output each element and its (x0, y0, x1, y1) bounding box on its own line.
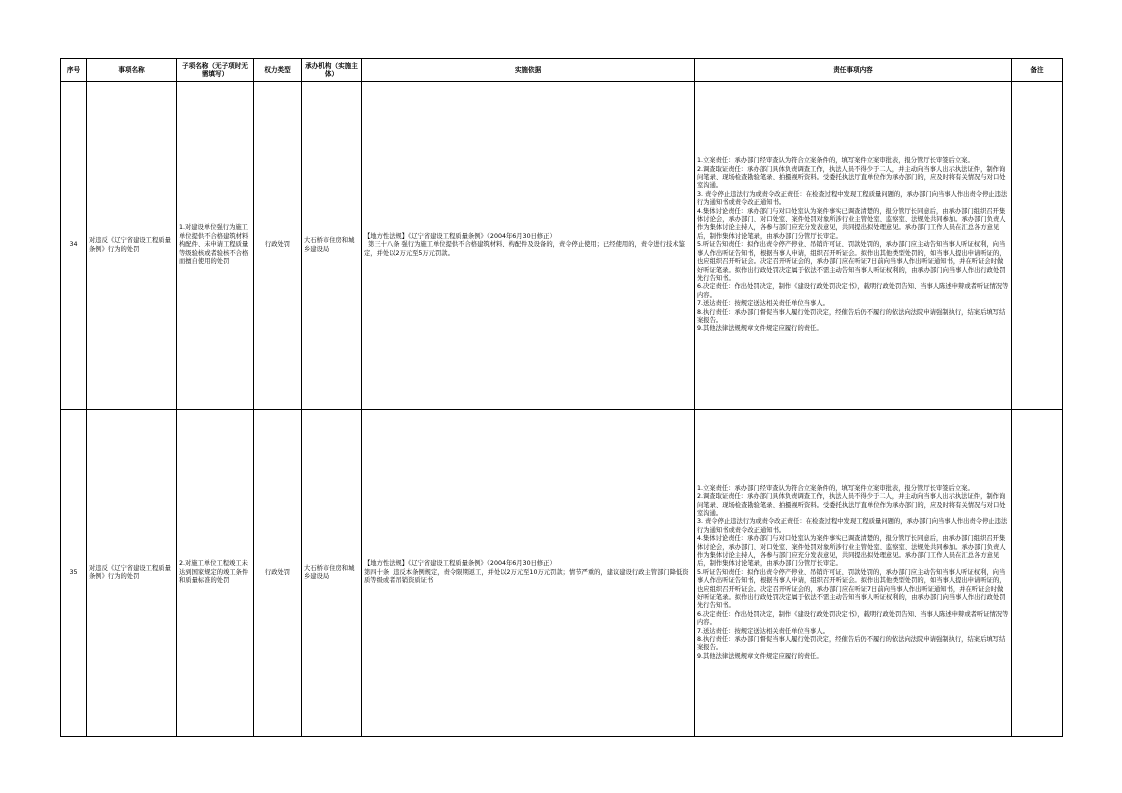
row-sub-item: 1.对建设单位强行为施工单位提供不合格建筑材料构配件、未申请工程质量等级验核或者验核不合格而擅自使用的处罚 (177, 82, 254, 410)
row-responsibility (695, 82, 1012, 410)
row-sub-item: 2.对施工单位工程竣工未达到国家规定的竣工条件和质量标准的处罚 (177, 410, 254, 737)
row-basis (362, 82, 695, 410)
row-seq: 35 (61, 410, 87, 737)
row-power-type: 行政处罚 (254, 410, 302, 737)
row-agency: 大石桥市住房和城乡建设局 (302, 410, 362, 737)
row-remarks (1012, 82, 1063, 410)
row-remarks (1012, 410, 1063, 737)
header-remarks: 备注 (1012, 59, 1063, 82)
header-seq: 序号 (61, 59, 87, 82)
header-row (61, 59, 1063, 82)
header-basis: 实施依据 (362, 59, 695, 82)
row-responsibility (695, 410, 1012, 737)
header-power-type: 权力类型 (254, 59, 302, 82)
row-item-name: 对违反《辽宁省建设工程质量条例》行为的处罚 (87, 82, 177, 410)
power-list-table (60, 58, 1063, 737)
table-row (61, 410, 1063, 737)
basis-text: 【地方性法规】《辽宁省建设工程质量条例》（2004年6月30日修正） 第三十八条 强行为施工单位提供不合格建筑材料、构配件及设备的，责令停止使用；已经使用的，责令进行技术鉴定，并处以2万元至5万元罚款。 (364, 232, 685, 257)
row-power-type: 行政处罚 (254, 82, 302, 410)
header-sub-item: 子项名称（无子项时无需填写） (177, 59, 254, 82)
basis-text: 【地方性法规】《辽宁省建设工程质量条例》（2004年6月30日修正） 第四十条 违反本条例规定，责令限期返工，并处以2万元至10万元罚款；情节严重的，建议建设行政主管部门降低资质等级或者吊销资质证书 (364, 560, 689, 585)
responsibility-text: 1.立案责任：承办部门经审查认为符合立案条件的，填写案件立案审批表，报分管厅长审签后立案。 2.调查取证责任：承办部门具体负责调查工作，执法人员不得少于二人，并主动向当事人出示执法证件，制作询问笔录、现场检查勘验笔录、拍摄视听资料。受委托执法厅直单位作为承办部门的，应及时将有关情况与对口处室沟通。 3. 责令停止违法行为或责令改正责任：在检查过程中发现工程质量问题的，承办部门向当事人作出责令停止违法行为通知书或责令改正通知书。 4.集体讨论责任：承办部门与对口处室认为案件事实已调查清楚的，报分管厅长同意后，由承办部门组织召开集体讨论会，承办部门、对口处室、案件处罚对象所涉行业主管处室、监察室、法规处共同参加。承办部门负责人作为集体讨论主持人，各参与部门应充分发表意见，共同提出拟处理意见。承办部门工作人员在汇总各方意见后，制作集体讨论笔录，由承办部门分管厅长审定。 5.听证告知责任：拟作出责令停产停业、吊销许可证、罚款处罚的，承办部门应主动告知当事人听证权利，向当事人作出听证告知书，根据当事人申请，组织召开听证会。拟作出其他类型处罚的，如当事人提出申请听证的，也应组织召开听证会。决定召开听证会的，承办部门应在听证7日前向当事人作出听证通知书，并在听证会时做好听证笔录。拟作出行政处罚决定属于依法不需主动告知当事人听证权利的，由承办部门向当事人作出行政处罚先行告知书。 6.决定责任：作出处罚决定，制作《建设行政处罚决定书》，载明行政处罚告知、当事人陈述申辩或者听证情况等内容。 7.送达责任：按规定送达相关责任单位当事人。 8.执行责任：承办部门督促当事人履行处罚决定，经催告后仍不履行的依法向法院申请强制执行，结案后填写结案报告。 9.其他法律法规规章文件规定应履行的责任。 (697, 484, 1009, 660)
row-item-name: 对违反《辽宁省建设工程质量条例》行为的处罚 (87, 410, 177, 737)
responsibility-text: 1.立案责任：承办部门经审查认为符合立案条件的，填写案件立案审批表，报分管厅长审签后立案。 2.调查取证责任：承办部门具体负责调查工作，执法人员不得少于二人，并主动向当事人出示执法证件，制作询问笔录、现场检查勘验笔录、拍摄视听资料。受委托执法厅直单位作为承办部门的，应及时将有关情况与对口处室沟通。 3. 责令停止违法行为或责令改正责任：在检查过程中发现工程质量问题的，承办部门向当事人作出责令停止违法行为通知书或责令改正通知书。 4.集体讨论责任：承办部门与对口处室认为案件事实已调查清楚的，报分管厅长同意后，由承办部门组织召开集体讨论会，承办部门、对口处室、案件处罚对象所涉行业主管处室、监察室、法规处共同参加。承办部门负责人作为集体讨论主持人，各参与部门应充分发表意见，共同提出拟处理意见。承办部门工作人员在汇总各方意见后，制作集体讨论笔录，由承办部门分管厅长审定。 5.听证告知责任：拟作出责令停产停业、吊销许可证、罚款处罚的，承办部门应主动告知当事人听证权利，向当事人作出听证告知书，根据当事人申请，组织召开听证会。拟作出其他类型处罚的，如当事人提出申请听证的，也应组织召开听证会。决定召开听证会的，承办部门应在听证7日前向当事人作出听证通知书，并在听证会时做好听证笔录。拟作出行政处罚决定属于依法不需主动告知当事人听证权利的，由承办部门向当事人作出行政处罚先行告知书。 6.决定责任：作出处罚决定，制作《建设行政处罚决定书》，载明行政处罚告知、当事人陈述申辩或者听证情况等内容。 7.送达责任：按规定送达相关责任单位当事人。 8.执行责任：承办部门督促当事人履行处罚决定，经催告后仍不履行的依法向法院申请强制执行，结案后填写结案报告。 9.其他法律法规规章文件规定应履行的责任。 (697, 157, 1009, 333)
table-row (61, 82, 1063, 410)
row-agency: 大石桥市住房和城乡建设局 (302, 82, 362, 410)
row-seq: 34 (61, 82, 87, 410)
header-responsibility: 责任事项内容 (695, 59, 1012, 82)
header-agency: 承办机构（实施主体） (302, 59, 362, 82)
header-item-name: 事项名称 (87, 59, 177, 82)
row-basis (362, 410, 695, 737)
